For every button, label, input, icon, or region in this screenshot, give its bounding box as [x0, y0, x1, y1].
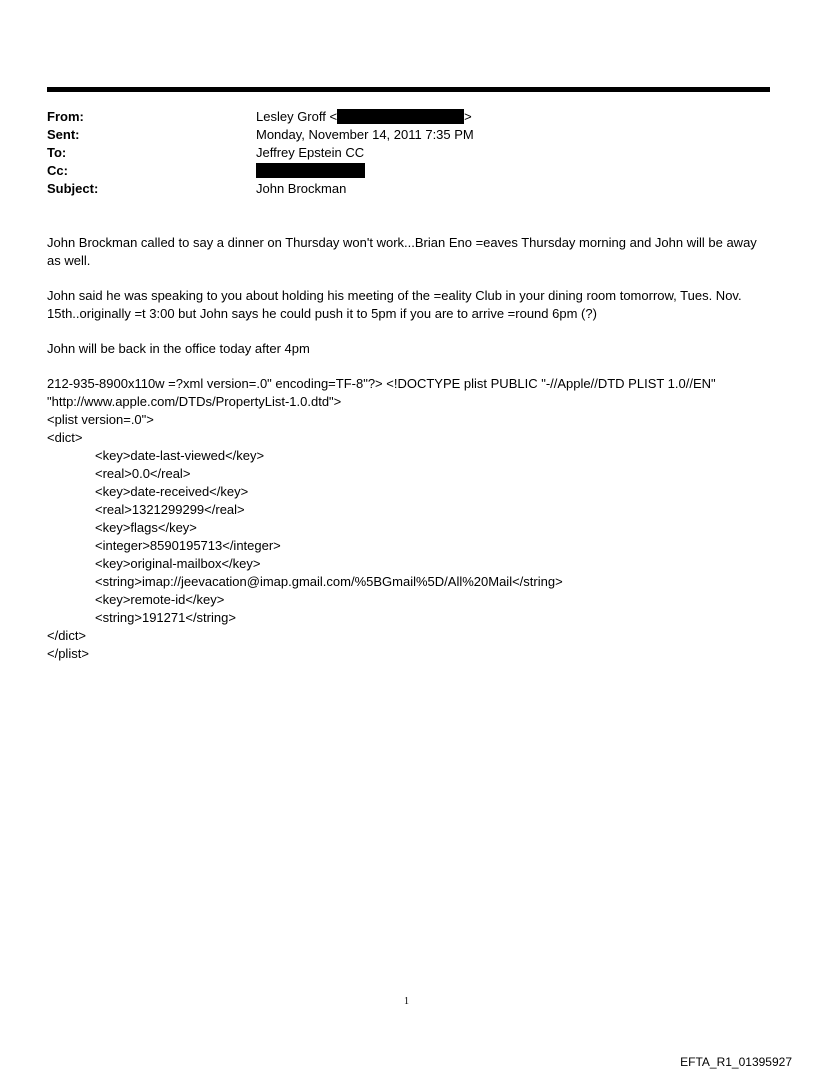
- plist-line: <key>original-mailbox</key>: [95, 556, 261, 571]
- subject-label: Subject:: [47, 181, 99, 196]
- body-paragraph: John Brockman called to say a dinner on Thursday won't work...Brian Eno =eaves Thursday morning and John will be away as well.: [47, 235, 757, 268]
- plist-line: <real>1321299299</real>: [95, 502, 245, 517]
- top-rule: [47, 87, 770, 92]
- plist-line: <key>flags</key>: [95, 520, 197, 535]
- from-value: [256, 108, 472, 126]
- cc-label: Cc:: [47, 163, 68, 178]
- sent-row: [47, 126, 747, 144]
- cc-row: [47, 162, 747, 180]
- redaction-email: [337, 109, 464, 124]
- sent-label: Sent:: [47, 127, 80, 142]
- subject-value: John Brockman: [256, 181, 347, 196]
- plist-line: </plist>: [47, 646, 89, 661]
- plist-line: <string>imap://jeevacation@imap.gmail.com/%5BGmail%5D/All%20Mail</string>: [95, 574, 563, 589]
- document-id: EFTA_R1_01395927: [680, 1055, 792, 1069]
- plist-line: </dict>: [47, 628, 87, 643]
- plist-block: [47, 375, 767, 663]
- body-paragraph: John said he was speaking to you about holding his meeting of the =eality Club in your dining room tomorrow, Tues. Nov. 15th..originally =t 3:00 but John says he could push it to 5pm if you are to arrive =round 6pm (?): [47, 288, 742, 321]
- plist-line: <real>0.0</real>: [95, 466, 191, 481]
- to-value: Jeffrey Epstein CC: [256, 145, 365, 160]
- plist-line: <key>remote-id</key>: [95, 592, 225, 607]
- to-label: To:: [47, 145, 67, 160]
- sent-value: Monday, November 14, 2011 7:35 PM: [256, 127, 474, 142]
- plist-line: <key>date-last-viewed</key>: [95, 448, 265, 463]
- plist-line: <integer>8590195713</integer>: [95, 538, 281, 553]
- subject-row: [47, 180, 747, 198]
- body-paragraph: John will be back in the office today after 4pm: [47, 341, 310, 356]
- from-suffix: >: [464, 109, 472, 124]
- from-label: From:: [47, 109, 84, 124]
- from-row: [47, 108, 747, 126]
- cc-value: [256, 162, 365, 180]
- page-number: 1: [404, 996, 409, 1007]
- to-row: [47, 144, 747, 162]
- plist-line: <plist version=.0">: [47, 412, 154, 427]
- plist-line: "http://www.apple.com/DTDs/PropertyList-1.0.dtd">: [47, 394, 342, 409]
- plist-line: <string>191271</string>: [95, 610, 236, 625]
- email-body: [47, 234, 767, 663]
- from-name: Lesley Groff <: [256, 109, 338, 124]
- plist-line: <key>date-received</key>: [95, 484, 249, 499]
- plist-line: <dict>: [47, 430, 83, 445]
- plist-line: 212-935-8900x110w =?xml version=.0" encoding=TF-8"?> <!DOCTYPE plist PUBLIC "-//Apple//DTD PLIST 1.0//EN": [47, 376, 716, 391]
- email-header: [47, 108, 747, 198]
- redaction-cc: [256, 163, 365, 178]
